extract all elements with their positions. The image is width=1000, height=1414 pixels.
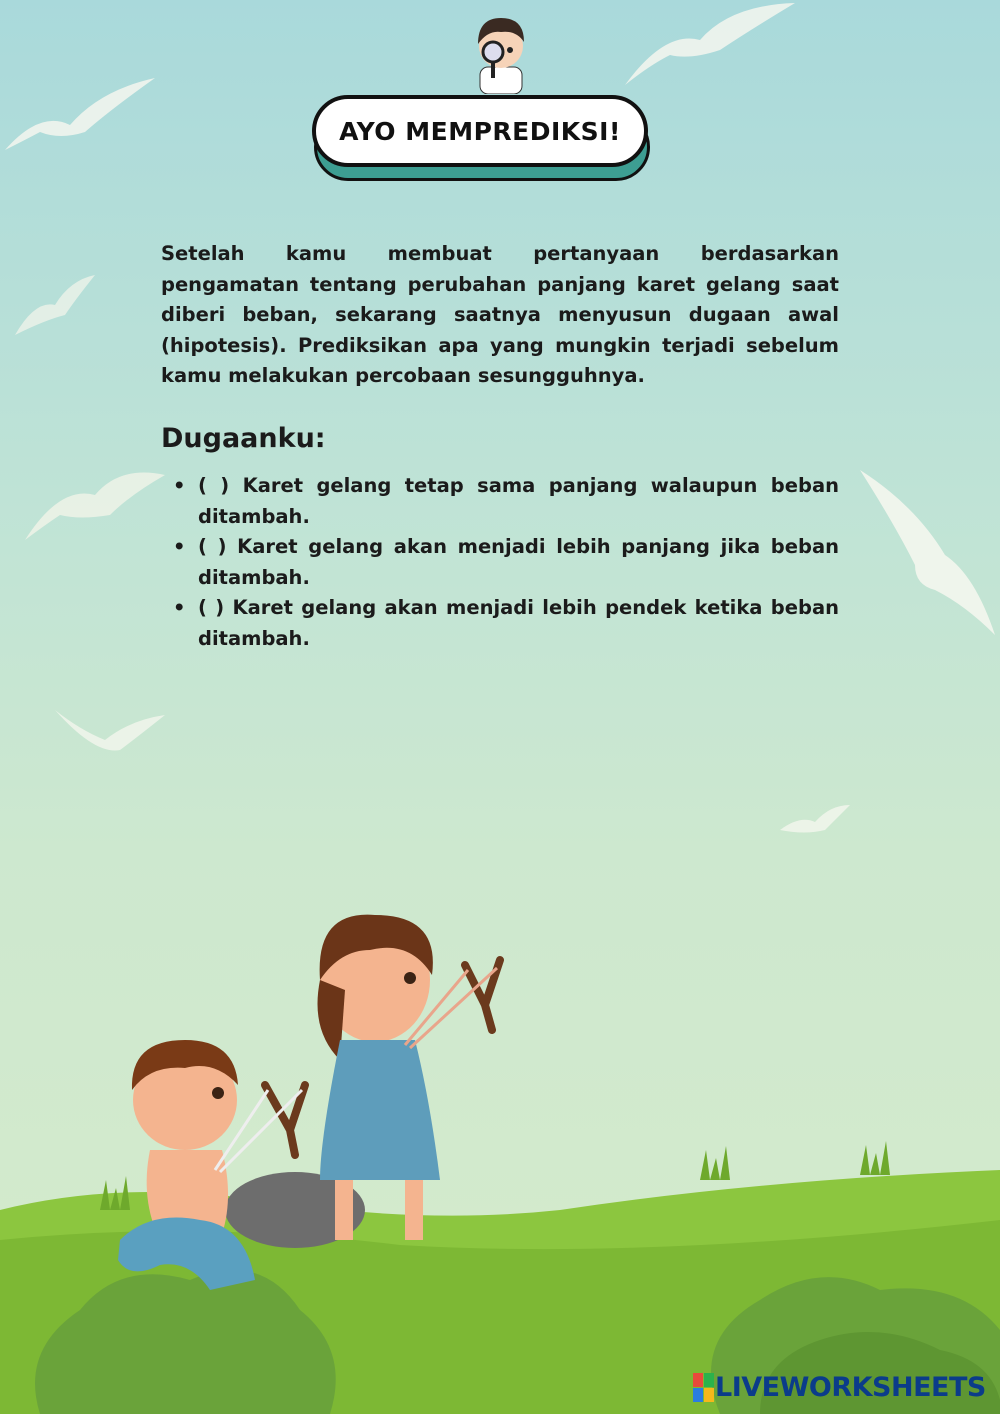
seagull-icon bbox=[620, 0, 800, 90]
seagull-icon bbox=[855, 465, 1000, 640]
prediction-option-text: ( ) Karet gelang akan menjadi lebih pendek ketika beban ditambah. bbox=[198, 596, 839, 650]
seagull-icon bbox=[10, 270, 100, 340]
prediction-option[interactable] bbox=[161, 593, 839, 654]
prediction-option[interactable] bbox=[161, 532, 839, 593]
title-badge bbox=[312, 95, 652, 185]
prediction-options bbox=[161, 471, 839, 654]
title-box bbox=[312, 95, 648, 167]
bullet: • bbox=[173, 535, 186, 558]
page-title: AYO MEMPREDIKSI! bbox=[339, 116, 621, 146]
boy-figure bbox=[118, 1040, 255, 1290]
seagull-icon bbox=[20, 455, 170, 545]
seagull-icon bbox=[0, 70, 160, 160]
prediction-heading: Dugaanku: bbox=[161, 423, 326, 454]
prediction-option-text: ( ) Karet gelang tetap sama panjang walaupun beban ditambah. bbox=[198, 474, 839, 528]
liveworksheets-wordmark: LIVEWORKSHEETS bbox=[715, 1372, 986, 1403]
bullet: • bbox=[173, 474, 186, 497]
seagull-icon bbox=[50, 700, 170, 760]
kids-playing-illustration bbox=[0, 880, 1000, 1414]
mascot-magnifier-icon bbox=[466, 12, 536, 94]
liveworksheets-logo bbox=[693, 1372, 986, 1403]
intro-paragraph: Setelah kamu membuat pertanyaan berdasarkan pengamatan tentang perubahan panjang karet gelang saat diberi beban, sekarang saatnya menyusun dugaan awal (hipotesis). Prediksikan apa yang mungkin terjadi sebelum kamu melakukan percobaan sesungguhnya. bbox=[161, 242, 839, 387]
girl-figure bbox=[318, 915, 441, 1240]
liveworksheets-mark-icon bbox=[693, 1373, 715, 1403]
prediction-option-text: ( ) Karet gelang akan menjadi lebih panjang jika beban ditambah. bbox=[198, 535, 839, 589]
bullet: • bbox=[173, 596, 186, 619]
prediction-option[interactable] bbox=[161, 471, 839, 532]
seagull-icon bbox=[775, 800, 855, 840]
